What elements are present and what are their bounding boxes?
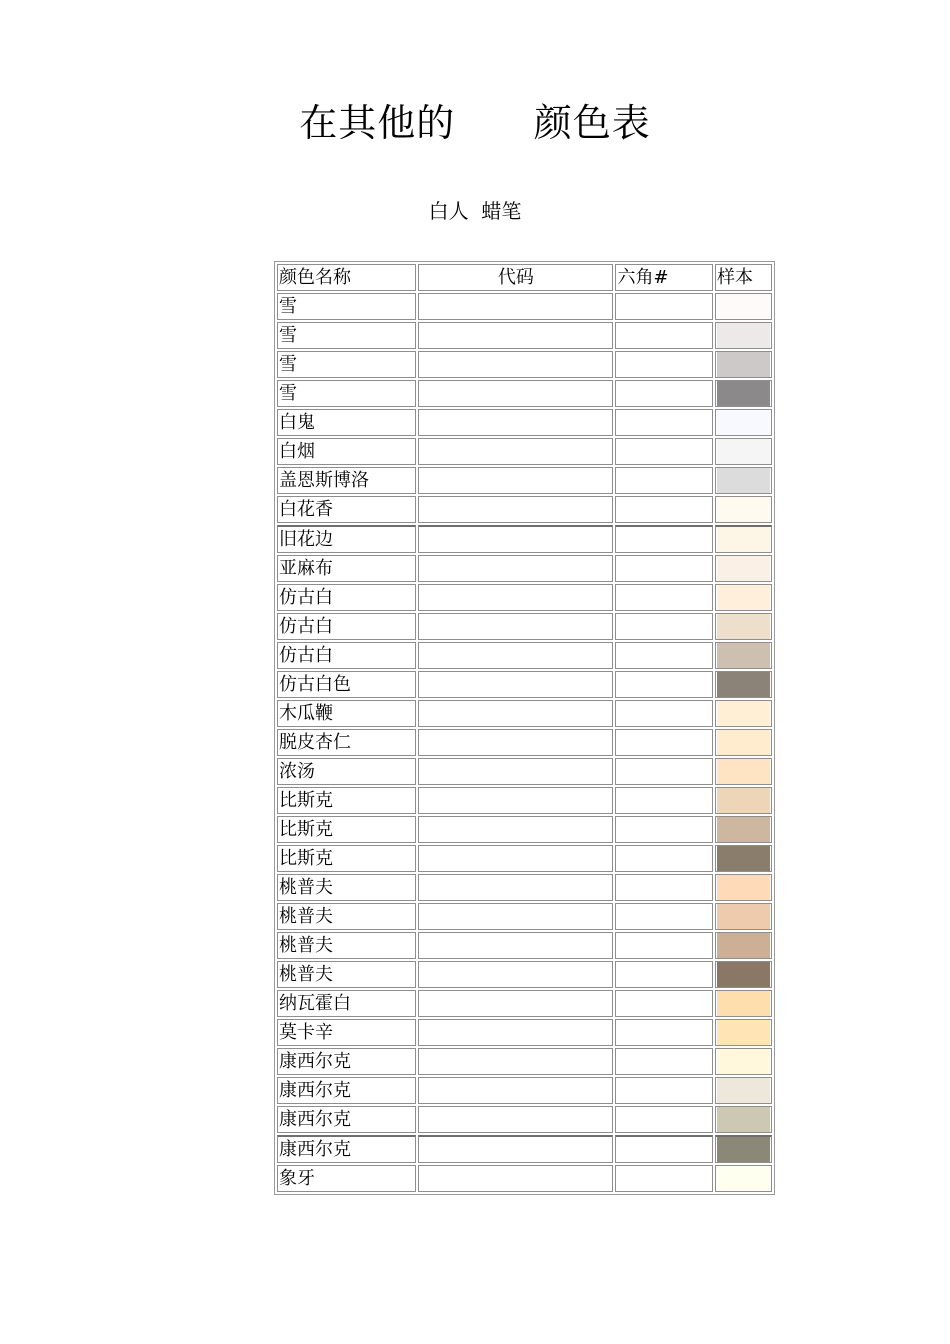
color-swatch [717, 672, 770, 697]
color-hex-cell [615, 438, 713, 465]
color-sample-cell [715, 293, 772, 320]
color-swatch [717, 817, 770, 842]
table-row [277, 845, 772, 872]
table-row [277, 671, 772, 698]
color-sample-cell [715, 671, 772, 698]
color-name-cell: 浓汤 [277, 758, 416, 785]
color-sample-cell [715, 1165, 772, 1192]
table-row [277, 932, 772, 959]
color-hex-cell [615, 351, 713, 378]
color-name-cell: 亚麻布 [277, 555, 416, 582]
color-code-cell [418, 787, 613, 814]
color-name-cell: 白花香 [277, 496, 416, 523]
color-swatch [717, 759, 770, 784]
color-name-cell: 纳瓦霍白 [277, 990, 416, 1017]
color-swatch [717, 1137, 770, 1162]
color-name-cell: 象牙 [277, 1165, 416, 1192]
color-name-cell: 旧花边 [277, 525, 416, 553]
table-row [277, 496, 772, 523]
color-code-cell [418, 671, 613, 698]
header-code: 代码 [418, 264, 613, 291]
color-swatch [717, 614, 770, 639]
table-row [277, 351, 772, 378]
color-name-cell: 白鬼 [277, 409, 416, 436]
color-sample-cell [715, 787, 772, 814]
color-swatch [717, 1078, 770, 1103]
color-sample-cell [715, 467, 772, 494]
color-hex-cell [615, 671, 713, 698]
color-swatch [717, 962, 770, 987]
color-sample-cell [715, 932, 772, 959]
color-swatch [717, 730, 770, 755]
color-name-cell: 仿古白 [277, 584, 416, 611]
color-swatch [717, 788, 770, 813]
color-hex-cell [615, 816, 713, 843]
header-color-name: 颜色名称 [277, 264, 416, 291]
color-name-cell: 盖恩斯博洛 [277, 467, 416, 494]
color-hex-cell [615, 1165, 713, 1192]
color-swatch [717, 904, 770, 929]
table-row [277, 903, 772, 930]
color-code-cell [418, 642, 613, 669]
table-row [277, 584, 772, 611]
color-sample-cell [715, 729, 772, 756]
color-hex-cell [615, 932, 713, 959]
table-row [277, 1077, 772, 1104]
color-sample-cell [715, 990, 772, 1017]
color-code-cell [418, 845, 613, 872]
table-row [277, 816, 772, 843]
color-code-cell [418, 961, 613, 988]
color-hex-cell [615, 409, 713, 436]
color-name-cell: 莫卡辛 [277, 1019, 416, 1046]
color-swatch [717, 991, 770, 1016]
color-table-container [274, 261, 775, 1195]
color-swatch [717, 439, 770, 464]
color-swatch [717, 846, 770, 871]
color-hex-cell [615, 584, 713, 611]
color-sample-cell [715, 438, 772, 465]
table-row [277, 642, 772, 669]
color-sample-cell [715, 496, 772, 523]
color-sample-cell [715, 700, 772, 727]
color-hex-cell [615, 700, 713, 727]
table-row [277, 990, 772, 1017]
color-sample-cell [715, 613, 772, 640]
color-hex-cell [615, 903, 713, 930]
color-sample-cell [715, 322, 772, 349]
color-sample-cell [715, 961, 772, 988]
table-row [277, 874, 772, 901]
color-swatch [717, 701, 770, 726]
color-hex-cell [615, 845, 713, 872]
table-row [277, 1019, 772, 1046]
table-row [277, 1106, 772, 1133]
color-name-cell: 白烟 [277, 438, 416, 465]
color-sample-cell [715, 642, 772, 669]
color-hex-cell [615, 322, 713, 349]
page-subtitle: 白人 蜡笔 [428, 199, 522, 223]
table-row [277, 409, 772, 436]
color-hex-cell [615, 1077, 713, 1104]
table-row [277, 961, 772, 988]
color-swatch [717, 585, 770, 610]
table-row [277, 467, 772, 494]
color-code-cell [418, 438, 613, 465]
color-name-cell: 比斯克 [277, 787, 416, 814]
color-code-cell [418, 1048, 613, 1075]
color-name-cell: 桃普夫 [277, 932, 416, 959]
color-name-cell: 康西尔克 [277, 1077, 416, 1104]
color-name-cell: 康西尔克 [277, 1106, 416, 1133]
color-code-cell [418, 758, 613, 785]
color-code-cell [418, 322, 613, 349]
table-row [277, 1048, 772, 1075]
color-hex-cell [615, 1135, 713, 1163]
color-swatch [717, 381, 770, 406]
color-code-cell [418, 351, 613, 378]
color-swatch [717, 1049, 770, 1074]
color-code-cell [418, 700, 613, 727]
color-sample-cell [715, 555, 772, 582]
table-row [277, 525, 772, 553]
color-table [274, 261, 775, 1195]
color-code-cell [418, 555, 613, 582]
table-row [277, 729, 772, 756]
color-code-cell [418, 816, 613, 843]
header-sample: 样本 [715, 264, 772, 291]
color-hex-cell [615, 787, 713, 814]
color-sample-cell [715, 1135, 772, 1163]
color-hex-cell [615, 525, 713, 553]
color-name-cell: 桃普夫 [277, 961, 416, 988]
color-swatch [717, 1166, 770, 1191]
color-sample-cell [715, 1048, 772, 1075]
color-sample-cell [715, 758, 772, 785]
color-name-cell: 仿古白 [277, 613, 416, 640]
color-hex-cell [615, 1048, 713, 1075]
color-code-cell [418, 613, 613, 640]
color-hex-cell [615, 380, 713, 407]
color-hex-cell [615, 293, 713, 320]
color-sample-cell [715, 525, 772, 553]
color-swatch [717, 468, 770, 493]
color-hex-cell [615, 555, 713, 582]
table-row [277, 1135, 772, 1163]
color-hex-cell [615, 613, 713, 640]
color-swatch [717, 556, 770, 581]
color-sample-cell [715, 1077, 772, 1104]
color-swatch [717, 352, 770, 377]
color-hex-cell [615, 642, 713, 669]
color-swatch [717, 410, 770, 435]
color-swatch [717, 643, 770, 668]
table-row [277, 613, 772, 640]
color-code-cell [418, 932, 613, 959]
color-code-cell [418, 990, 613, 1017]
color-name-cell: 桃普夫 [277, 874, 416, 901]
page-title: 在其他的 颜色表 [299, 101, 651, 145]
table-row [277, 380, 772, 407]
color-swatch [717, 1020, 770, 1045]
color-code-cell [418, 380, 613, 407]
color-code-cell [418, 584, 613, 611]
color-code-cell [418, 409, 613, 436]
color-name-cell: 雪 [277, 351, 416, 378]
color-code-cell [418, 1077, 613, 1104]
color-hex-cell [615, 1106, 713, 1133]
color-swatch [717, 527, 770, 552]
color-hex-cell [615, 990, 713, 1017]
table-row [277, 293, 772, 320]
color-hex-cell [615, 874, 713, 901]
color-code-cell [418, 1165, 613, 1192]
color-sample-cell [715, 1019, 772, 1046]
table-row [277, 787, 772, 814]
color-name-cell: 比斯克 [277, 816, 416, 843]
color-swatch [717, 875, 770, 900]
color-swatch [717, 933, 770, 958]
color-code-cell [418, 467, 613, 494]
header-hex: 六角# [615, 264, 713, 291]
color-name-cell: 仿古白色 [277, 671, 416, 698]
color-code-cell [418, 1135, 613, 1163]
color-hex-cell [615, 1019, 713, 1046]
table-row [277, 700, 772, 727]
color-sample-cell [715, 380, 772, 407]
color-code-cell [418, 1106, 613, 1133]
color-name-cell: 木瓜鞭 [277, 700, 416, 727]
color-name-cell: 雪 [277, 293, 416, 320]
table-row [277, 322, 772, 349]
color-sample-cell [715, 845, 772, 872]
color-name-cell: 比斯克 [277, 845, 416, 872]
color-swatch [717, 497, 770, 522]
color-name-cell: 康西尔克 [277, 1135, 416, 1163]
table-row [277, 438, 772, 465]
color-sample-cell [715, 903, 772, 930]
color-sample-cell [715, 409, 772, 436]
color-name-cell: 仿古白 [277, 642, 416, 669]
color-sample-cell [715, 351, 772, 378]
color-hex-cell [615, 758, 713, 785]
color-name-cell: 雪 [277, 322, 416, 349]
color-sample-cell [715, 874, 772, 901]
color-code-cell [418, 293, 613, 320]
color-code-cell [418, 729, 613, 756]
color-swatch [717, 323, 770, 348]
color-table-body [277, 264, 772, 1192]
table-row [277, 758, 772, 785]
table-header-row [277, 264, 772, 291]
color-code-cell [418, 496, 613, 523]
color-code-cell [418, 1019, 613, 1046]
color-code-cell [418, 525, 613, 553]
color-name-cell: 康西尔克 [277, 1048, 416, 1075]
color-swatch [717, 294, 770, 319]
color-name-cell: 桃普夫 [277, 903, 416, 930]
color-sample-cell [715, 1106, 772, 1133]
color-code-cell [418, 874, 613, 901]
color-hex-cell [615, 496, 713, 523]
color-name-cell: 雪 [277, 380, 416, 407]
color-sample-cell [715, 816, 772, 843]
color-name-cell: 脱皮杏仁 [277, 729, 416, 756]
table-row [277, 555, 772, 582]
table-row [277, 1165, 772, 1192]
color-code-cell [418, 903, 613, 930]
color-hex-cell [615, 467, 713, 494]
color-swatch [717, 1107, 770, 1132]
color-sample-cell [715, 584, 772, 611]
color-hex-cell [615, 729, 713, 756]
color-hex-cell [615, 961, 713, 988]
